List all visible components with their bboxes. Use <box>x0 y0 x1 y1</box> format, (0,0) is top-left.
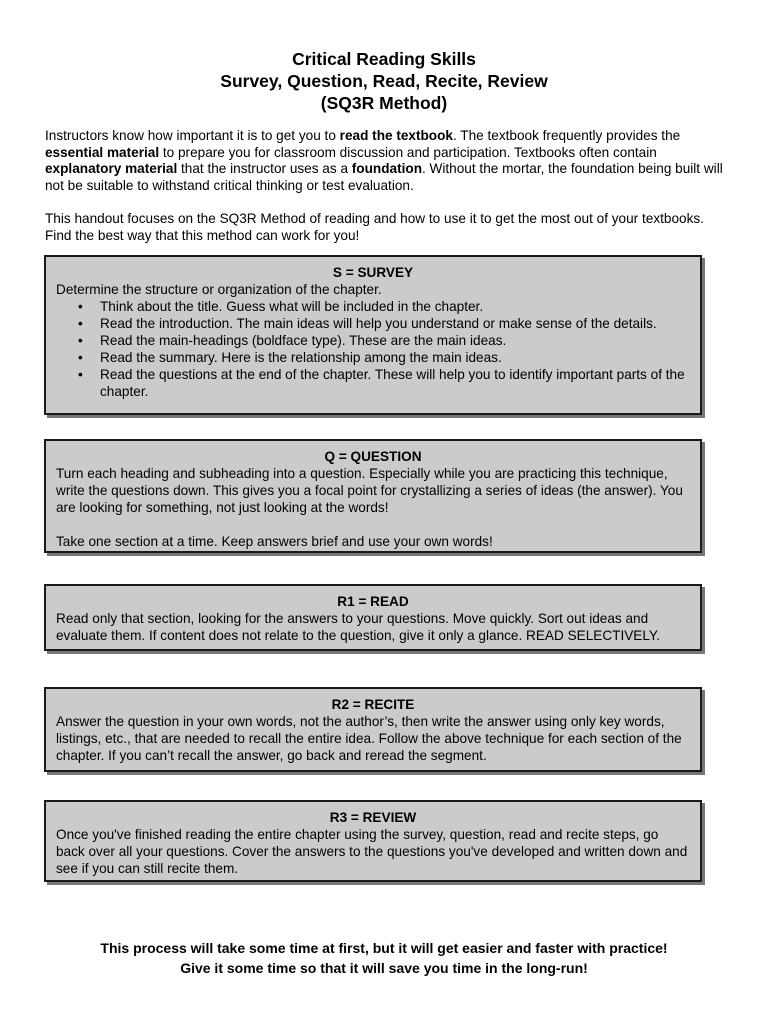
list-item <box>78 366 700 400</box>
intro-text: that the instructor uses as a <box>177 161 352 176</box>
review-section <box>44 800 702 882</box>
question-paragraph-1: Turn each heading and subheading into a question. Especially while you are practicing this technique, write the questions down. This gives you a focal point for crystallizing a series of ideas (the answer). You are looking for something, not just looking at the words! <box>56 466 683 515</box>
bullet-icon: • <box>78 367 83 382</box>
intro-paragraph-2 <box>45 211 725 244</box>
bullet-icon: • <box>78 299 83 314</box>
read-section <box>44 584 702 651</box>
recite-heading: R2 = RECITE <box>331 697 415 712</box>
read-paragraph: Read only that section, looking for the answers to your questions. Move quickly. Sort out ideas and evaluate them. If content does not relate to the question, give it only a glance. READ SELECTIVELY. <box>56 611 661 643</box>
intro-text: Instructors know how important it is to get you to <box>45 128 340 143</box>
title-line-2: Survey, Question, Read, Recite, Review <box>220 71 548 91</box>
intro-bold: essential material <box>45 144 160 160</box>
closing-line-1: This process will take some time at first, but it will get easier and faster with practice! <box>100 940 668 956</box>
intro-text: to prepare you for classroom discussion and participation. Textbooks often contain <box>159 144 657 160</box>
survey-heading: S = SURVEY <box>332 265 414 280</box>
intro-paragraph-1 <box>45 128 725 194</box>
survey-list <box>56 298 700 400</box>
intro-bold: foundation <box>351 161 422 176</box>
question-paragraph-2: Take one section at a time. Keep answers brief and use your own words! <box>56 534 493 549</box>
bullet-icon: • <box>78 316 83 331</box>
list-item-text: Read the introduction. The main ideas will help you understand or make sense of the details. <box>100 316 657 331</box>
document-title <box>0 48 768 114</box>
survey-section <box>44 255 702 415</box>
list-item <box>78 332 700 349</box>
list-item-text: Read the summary. Here is the relationship among the main ideas. <box>100 350 502 365</box>
recite-paragraph: Answer the question in your own words, not the author’s, then write the answer using only key words, listings, etc., that are needed to recall the entire idea. Follow the above technique for each section of the chapter. If you can’t recall the answer, go back and reread the segment. <box>56 714 682 763</box>
intro-bold: read the textbook <box>339 128 453 143</box>
question-section <box>44 439 702 553</box>
closing-line-2: Give it some time so that it will save you time in the long-run! <box>180 960 588 976</box>
intro-text: . The textbook frequently provides the <box>452 128 681 143</box>
read-heading: R1 = READ <box>337 594 409 609</box>
list-item <box>78 349 700 366</box>
closing-note <box>0 938 768 978</box>
survey-lead: Determine the structure or organization of the chapter. <box>56 282 382 297</box>
list-item <box>78 298 700 315</box>
list-item-text: Read the main-headings (boldface type). These are the main ideas. <box>100 333 507 348</box>
list-item-text: Think about the title. Guess what will be included in the chapter. <box>100 299 484 314</box>
list-item <box>78 315 700 332</box>
list-item-text: Read the questions at the end of the chapter. These will help you to identify important parts of the chapter. <box>100 367 685 399</box>
review-heading: R3 = REVIEW <box>329 810 417 825</box>
bullet-icon: • <box>78 333 83 348</box>
bullet-icon: • <box>78 350 83 365</box>
review-paragraph: Once you've finished reading the entire chapter using the survey, question, read and recite steps, go back over all your questions. Cover the answers to the questions you've developed and written down and see if you can still recite them. <box>56 827 688 876</box>
recite-section <box>44 687 702 772</box>
intro-text: This handout focuses on the SQ3R Method of reading and how to use it to get the most out of your textbooks. Find the best way that this method can work for you! <box>45 211 704 243</box>
intro-text: . Without the mortar, the foundation being built will not be suitable to withstand critical thinking or test evaluation. <box>45 161 723 193</box>
title-line-1: Critical Reading Skills <box>292 49 476 69</box>
question-heading: Q = QUESTION <box>324 449 422 464</box>
intro-bold: explanatory material <box>45 161 178 176</box>
title-line-3: (SQ3R Method) <box>320 93 448 113</box>
